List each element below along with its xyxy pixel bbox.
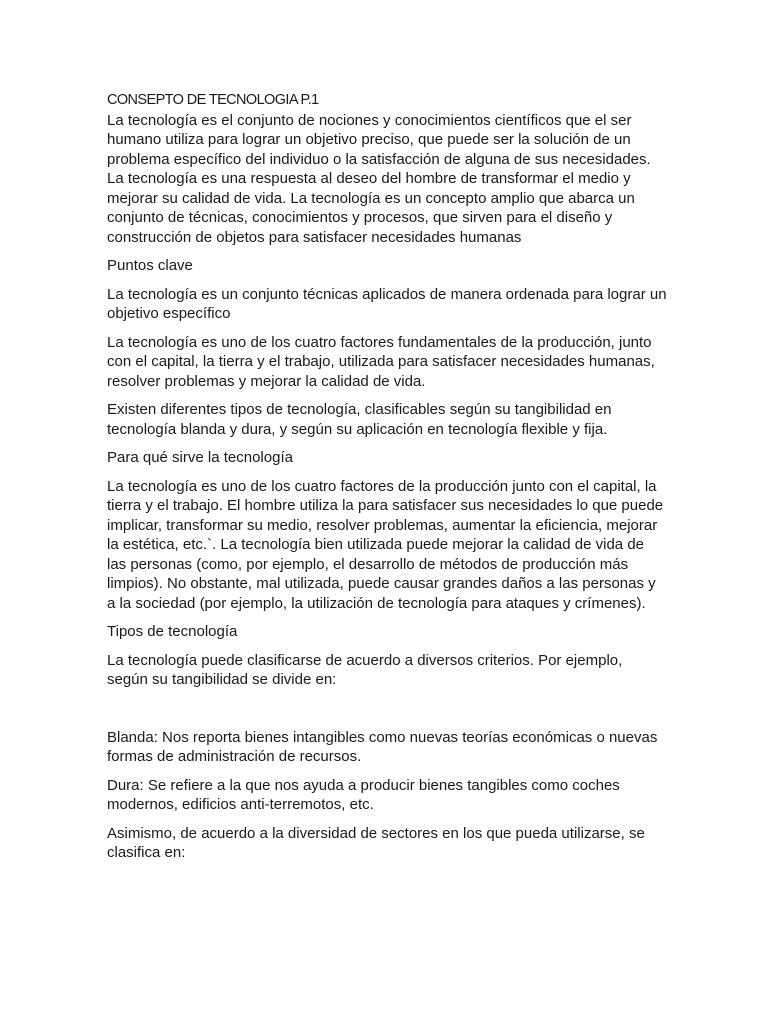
intro-paragraph: La tecnología es el conjunto de nociones y conocimientos científicos que el ser humano utiliza para lograr un objetivo preciso, que puede ser la solución de un problema específico del individuo o la satisfacción de alguna de sus necesidades. La tecnología es una respuesta al deseo del hombre de transformar el medio y mejorar su calidad de vida. La tecnología es un concepto amplio que abarca un conjunto de técnicas, conocimientos y procesos, que sirven para el diseño y construcción de objetos para satisfacer necesidades humanas — [107, 111, 651, 246]
punto-clave-2: La tecnología es uno de los cuatro factores fundamentales de la producción, junto con el capital, la tierra y el trabajo, utilizada para satisfacer necesidades humanas, resolver problemas y mejorar la calidad de vida. — [107, 333, 655, 390]
tipos-paragraph: La tecnología puede clasificarse de acuerdo a diversos criterios. Por ejemplo, según su tangibilidad se divide en: — [107, 651, 623, 688]
puntos-clave-heading: Puntos clave — [107, 257, 193, 274]
asimismo-paragraph: Asimismo, de acuerdo a la diversidad de sectores en los que pueda utilizarse, se clasifica en: — [107, 824, 645, 861]
blanda-paragraph: Blanda: Nos reporta bienes intangibles como nuevas teorías económicas o nuevas formas de administración de recursos. — [107, 728, 658, 765]
dura-paragraph: Dura: Se refiere a la que nos ayuda a producir bienes tangibles como coches modernos, edificios anti-terremotos, etc. — [107, 776, 620, 813]
document-page — [107, 91, 667, 872]
punto-clave-3: Existen diferentes tipos de tecnología, clasificables según su tangibilidad en tecnología blanda y dura, y según su aplicación en tecnología flexible y fija. — [107, 401, 612, 438]
document-title: CONSEPTO DE TECNOLOGIA P.1 — [107, 92, 319, 108]
punto-clave-1: La tecnología es un conjunto técnicas aplicados de manera ordenada para lograr un objetivo específico — [107, 285, 667, 322]
para-que-paragraph: La tecnología es uno de los cuatro factores de la producción junto con el capital, la tierra y el trabajo. El hombre utiliza la para satisfacer sus necesidades lo que puede implicar, transformar su medio, resolver problemas, aumentar la eficiencia, mejorar la estética, etc.`. La tecnología bien utilizada puede mejorar la calidad de vida de las personas (como, por ejemplo, el desarrollo de métodos de producción más limpios). No obstante, mal utilizada, puede causar grandes daños a las personas y a la sociedad (por ejemplo, la utilización de tecnología para ataques y crímenes). — [107, 477, 664, 612]
blank-spacer — [107, 699, 667, 728]
para-que-heading: Para qué sirve la tecnología — [107, 449, 293, 466]
tipos-heading: Tipos de tecnología — [107, 623, 238, 640]
